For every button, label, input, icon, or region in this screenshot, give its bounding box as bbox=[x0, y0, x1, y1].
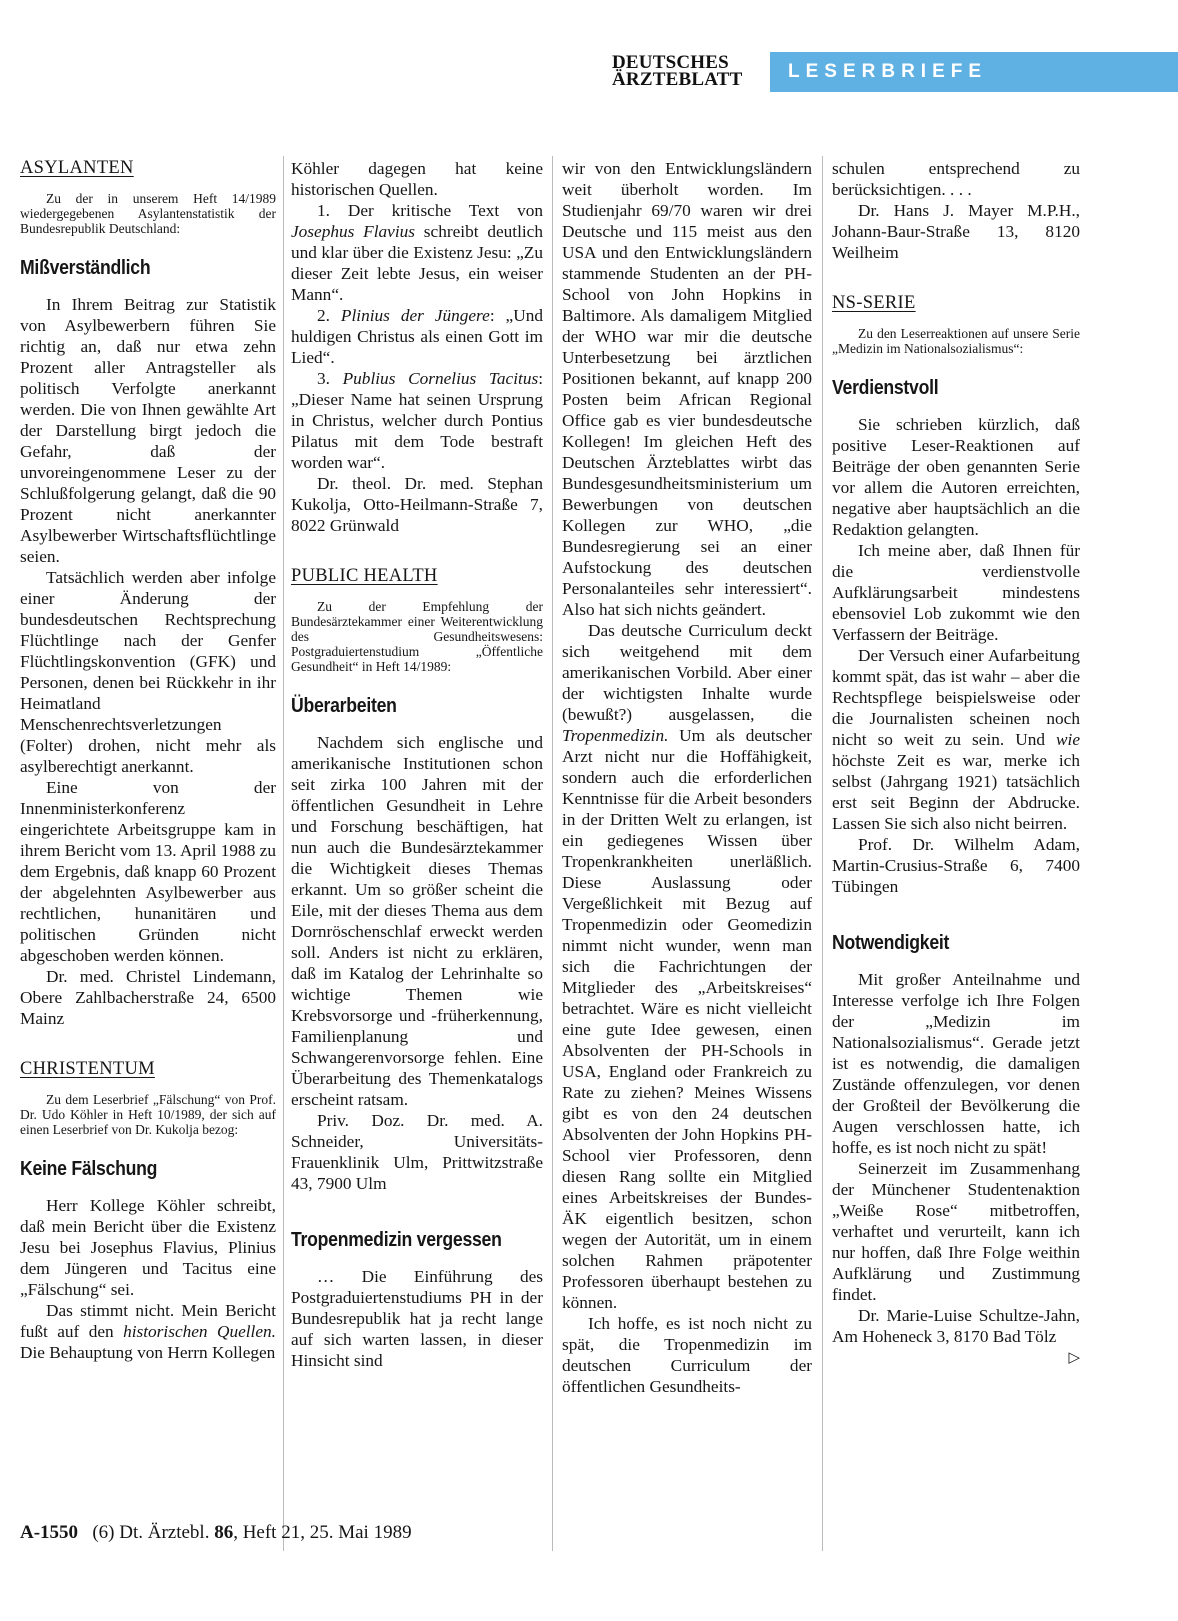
column-divider bbox=[822, 156, 823, 1551]
letter-paragraph: Nachdem sich englische und amerikanische Institutionen schon seit zirka 100 Jahren mit der öffentlichen Gesundheit in Lehre und Forschung beschäftigen, hat nun auch die Bundesärztekammer die Wichtigkeit dieses Themas erkannt. Um so größer scheint die Eile, mit der dieses Thema aus dem Dornröschenschlaf erweckt werden soll. Anders ist nicht zu erklären, daß im Katalog der Lehrinhalte so wichtige Themen wie Krebsvorsorge und -früherkennung, Familienplanung und Schwangerenvorsorge fehlen. Eine Überarbeitung des Themenkatalogs erscheint ratsam. bbox=[291, 733, 543, 1109]
page-id: A-1550 bbox=[20, 1522, 79, 1543]
journal-logo-line1: DEUTSCHES bbox=[612, 52, 729, 73]
column-1 bbox=[20, 158, 276, 1551]
letter-intro: Zu den Leserreaktionen auf unsere Serie „Medizin im Nationalsozialismus“: bbox=[832, 326, 1080, 356]
journal-logo bbox=[612, 54, 742, 88]
letter-paragraph: Sie schrieben kürzlich, daß positive Leser-Reaktionen auf Beiträge der oben genannten Serie vor allem die Autoren erreichten, negative aber hauptsächlich an die Redaktion gelangten. bbox=[832, 415, 1080, 539]
topic-kicker: CHRISTENTUM bbox=[20, 1059, 155, 1079]
letter-signature: Prof. Dr. Wilhelm Adam, Martin-Crusius-Straße 6, 7400 Tübingen bbox=[832, 835, 1080, 896]
letter-headline: Tropenmedizin vergessen bbox=[291, 1228, 502, 1251]
issue-date: Heft 21, 25. Mai 1989 bbox=[242, 1522, 412, 1543]
letter-paragraph: Eine von der Innenministerkonferenz eingerichtete Arbeitsgruppe kam in ihrem Bericht vom 13. April 1988 zu dem Ergebnis, daß knapp 60 Prozent der abgelehnten Asylbewerber aus rechtlichen, hunanitären und politischen Gründen nicht abgeschoben werden können. bbox=[20, 778, 276, 965]
column-2 bbox=[291, 158, 543, 1551]
letter-signature: Priv. Doz. Dr. med. A. Schneider, Universitäts-Frauenklinik Ulm, Prittwitzstraße 43, 7900 Ulm bbox=[291, 1111, 543, 1193]
letter-paragraph: Seinerzeit im Zusammenhang der Münchener Studentenaktion „Weiße Rose“ mitbetroffen, verhaftet und verurteilt, kann ich nur hoffen, daß Ihre Folge weithin Aufklärung und Zustimmung findet. bbox=[832, 1159, 1080, 1304]
page-number: (6) bbox=[92, 1522, 115, 1543]
masthead bbox=[612, 52, 1178, 96]
letter-paragraph: schulen entsprechend zu berücksichtigen. . . . bbox=[832, 159, 1080, 199]
topic-kicker: NS-SERIE bbox=[832, 293, 916, 313]
letter-signature: Dr. med. Christel Lindemann, Obere Zahlbacherstraße 24, 6500 Mainz bbox=[20, 967, 276, 1028]
letter-paragraph: Tatsächlich werden aber infolge einer Änderung der bundesdeutschen Rechtsprechung Flüchtlinge nach der Genfer Flüchtlingskonvention (GFK) und Personen, denen bei Rückkehr in ihr Heimatland Menschenrechtsverletzungen (Folter) drohen, nicht mehr als asylberechtigt anerkannt. bbox=[20, 568, 276, 776]
letter-headline: Verdienstvoll bbox=[832, 376, 939, 399]
letter-headline: Notwendigkeit bbox=[832, 931, 950, 954]
letter-intro: Zu dem Leserbrief „Fälschung“ von Prof. Dr. Udo Köhler in Heft 10/1989, der sich auf einen Leserbrief von Dr. Kukolja bezog: bbox=[20, 1092, 276, 1137]
letter-paragraph: 3. Publius Cornelius Tacitus: „Dieser Name hat seinen Ursprung in Christus, welcher durch Pontius Pilatus mit dem Tode bestraft worden war“. bbox=[291, 369, 543, 472]
column-divider bbox=[552, 156, 553, 1551]
letter-intro: Zu der in unserem Heft 14/1989 wiedergegebenen Asylantenstatistik der Bundesrepublik Deutschland: bbox=[20, 191, 276, 236]
letter-headline: Keine Fälschung bbox=[20, 1157, 158, 1180]
letter-paragraph: Das stimmt nicht. Mein Bericht fußt auf den historischen Quellen. Die Behauptung von Herrn Kollegen bbox=[20, 1301, 276, 1362]
letter-paragraph: Köhler dagegen hat keine historischen Quellen. bbox=[291, 159, 543, 199]
column-divider bbox=[283, 156, 284, 1551]
section-label: LESERBRIEFE bbox=[770, 52, 1178, 92]
letter-paragraph: wir von den Entwicklungsländern weit überholt worden. Im Studienjahr 69/70 waren wir drei Deutsche und 115 meist aus den USA und den Entwicklungsländern stammende Studenten an der PH-School von John Hopkins in Baltimore. Als damaligem Mitglied der WHO war mir die deutsche Unterbesetzung bei ärztlichen Positionen bekannt, auf knapp 200 Posten beim African Regional Office gab es vier bundesdeutsche Kollegen! Im gleichen Heft des Deutschen Ärzteblattes wirbt das Bundesgesundheitsministerium um Bewerbungen von deutschen Kollegen zur WHO, „die Bundesregierung sei an einer Aufstockung des deutschen Personalanteiles sehr interessiert“. Also hat sich nichts geändert. bbox=[562, 159, 812, 619]
letter-paragraph: Der Versuch einer Aufarbeitung kommt spät, das ist wahr – aber die Rechtspflege beispielsweise oder die Journalisten scheinen noch nicht so weit zu sein. Und wie höchste Zeit es war, merke ich selbst (Jahrgang 1921) tatsächlich erst seit Beginn der Abdrucke. Lassen Sie sich also nicht beirren. bbox=[832, 646, 1080, 833]
letter-paragraph: Herr Kollege Köhler schreibt, daß mein Bericht über die Existenz Jesu bei Josephus Flavius, Plinius dem Jüngeren und Tacitus eine „Fälschung“ sei. bbox=[20, 1196, 276, 1299]
letter-paragraph: … Die Einführung des Postgraduiertenstudiums PH in der Bundesrepublik hat ja recht lange auf sich warten lassen, in dieser Hinsicht sind bbox=[291, 1267, 543, 1370]
letter-signature: Dr. theol. Dr. med. Stephan Kukolja, Otto-Heilmann-Straße 7, 8022 Grünwald bbox=[291, 474, 543, 535]
letter-paragraph: Das deutsche Curriculum deckt sich weitgehend mit dem amerikanischen Vorbild. Aber einer der wichtigsten Inhalte wurde (bewußt?) ausgelassen, die Tropenmedizin. Um als deutscher Arzt nicht nur die Hoffähigkeit, sondern auch die erforderlichen Kenntnisse für die Arbeit besonders in der Dritten Welt zu erlangen, ist ein gediegenes Wissen über Tropenkrankheiten unerläßlich. Diese Auslassung oder Vergeßlichkeit mit Bezug auf Tropenmedizin oder Geomedizin nimmt nicht wunder, wenn man sich die Fachrichtungen der Mitglieder des „Arbeitskreises“ betrachtet. Wäre es nicht vielleicht eine gute Idee gewesen, einen Absolventen der PH-Schools in USA, England oder Frankreich zu Rate zu ziehen? Meines Wissens gibt es von den 24 deutschen Absolventen der John Hopkins PH-School vier Professoren, denn diesen Rang sollte ein Mitglied eines Arbeitskreises der Bundes-ÄK eigentlich besitzen, schon wegen der Autorität, um in einem solchen Rahmen präpotenter Professoren überhaupt bestehen zu können. bbox=[562, 621, 812, 1312]
letter-headline: Überarbeiten bbox=[291, 694, 397, 717]
letter-paragraph: Mit großer Anteilnahme und Interesse verfolge ich Ihre Folgen der „Medizin im Nationalsozialismus“. Gerade jetzt ist es notwendig, die damaligen Zustände offenzulegen, vor denen der Großteil der Bevölkerung die Augen verschlossen hatte, ich hoffe, es ist noch nicht zu spät! bbox=[832, 970, 1080, 1157]
column-4 bbox=[832, 158, 1080, 1551]
letter-paragraph: 2. Plinius der Jüngere: „Und huldigen Christus als einen Gott im Lied“. bbox=[291, 306, 543, 367]
topic-kicker: ASYLANTEN bbox=[20, 158, 134, 178]
letter-intro: Zu der Empfehlung der Bundesärztekammer einer Weiterentwicklung des Gesundheitswesens: Postgraduiertenstudium „Öffentliche Gesundheit“ in Heft 14/1989: bbox=[291, 599, 543, 674]
column-3 bbox=[562, 158, 812, 1551]
topic-kicker: PUBLIC HEALTH bbox=[291, 566, 438, 586]
letter-paragraph: In Ihrem Beitrag zur Statistik von Asylbewerbern führen Sie richtig an, daß nur etwa zehn Prozent aller Antragsteller als politisch Verfolgte anerkannt werden. Die von Ihnen gewählte Art der Darstellung birgt jedoch die Gefahr, daß der unvoreingenommene Leser zu der Schlußfolgerung gelangt, daß die 90 Prozent nicht anerkannter Asylbewerber Wirtschaftsflüchtlinge seien. bbox=[20, 295, 276, 566]
letter-paragraph: Ich hoffe, es ist noch nicht zu spät, die Tropenmedizin im deutschen Curriculum der öffentlichen Gesundheits- bbox=[562, 1314, 812, 1396]
continue-arrow-icon: ▷ bbox=[1068, 1348, 1080, 1366]
journal-abbrev: Dt. Ärztebl. bbox=[119, 1522, 210, 1543]
letter-signature: Dr. Hans J. Mayer M.P.H., Johann-Baur-Straße 13, 8120 Weilheim bbox=[832, 201, 1080, 262]
page-footer: A-1550 (6) Dt. Ärztebl. 86, Heft 21, 25. Mai 1989 bbox=[20, 1522, 412, 1543]
letter-headline: Mißverständlich bbox=[20, 256, 151, 279]
letter-paragraph: 1. Der kritische Text von Josephus Flavius schreibt deutlich und klar über die Existenz Jesu: „Zu dieser Zeit lebte Jesus, ein weiser Mann“. bbox=[291, 201, 543, 304]
letter-paragraph: Ich meine aber, daß Ihnen für die verdienstvolle Aufklärungsarbeit mindestens ebensoviel Lob zukommt wie den Verfassern der Beiträge. bbox=[832, 541, 1080, 644]
journal-logo-line2: ÄRZTEBLATT bbox=[612, 69, 743, 90]
letter-signature: Dr. Marie-Luise Schultze-Jahn, Am Hoheneck 3, 8170 Bad Tölz ▷ bbox=[832, 1306, 1080, 1366]
volume-number: 86 bbox=[214, 1522, 234, 1543]
